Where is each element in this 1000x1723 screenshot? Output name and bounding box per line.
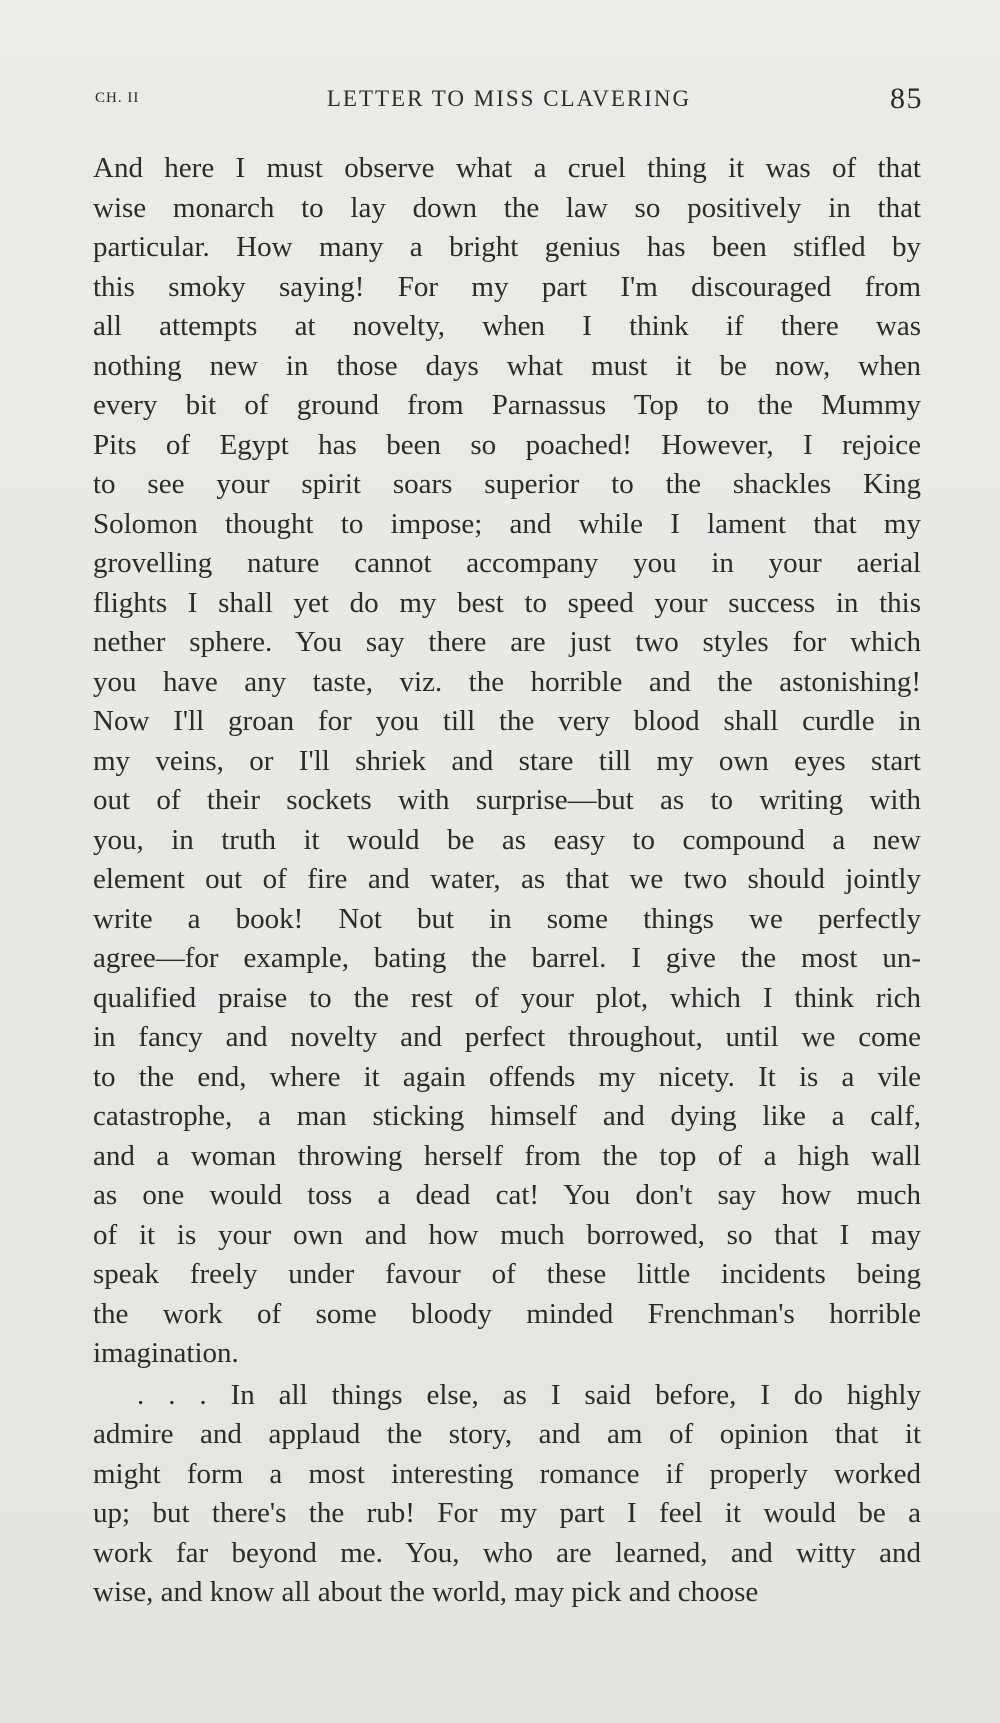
paragraph: [93, 149, 921, 1374]
text-line: flights I shall yet do my best to speed your success in this: [93, 586, 921, 619]
text-line: agree—for example, bating the barrel. I give the most un-: [93, 942, 921, 974]
text-line: all attempts at novelty, when I think if there was: [93, 310, 921, 342]
text-line: wise monarch to lay down the law so positively in that: [93, 191, 921, 224]
text-line: you have any taste, viz. the horrible and the astonishing!: [93, 665, 921, 698]
text-line: grovelling nature cannot accompany you in your aerial: [93, 547, 921, 579]
text-line: my veins, or I'll shriek and stare till my own eyes start: [93, 744, 921, 777]
text-line: work far beyond me. You, who are learned, and witty and: [93, 1536, 921, 1569]
text-line: speak freely under favour of these little incidents being: [93, 1258, 921, 1290]
text-line: in fancy and novelty and perfect throughout, until we come: [93, 1021, 921, 1053]
text-line: admire and applaud the story, and am of opinion that it: [93, 1418, 921, 1450]
text-line: nothing new in those days what must it be now, when: [93, 349, 921, 382]
text-line: qualified praise to the rest of your plot, which I think rich: [93, 981, 921, 1014]
text-line: might form a most interesting romance if properly worked: [93, 1457, 921, 1490]
running-head: [95, 82, 923, 122]
text-line: particular. How many a bright genius has been stifled by: [93, 231, 921, 263]
text-line: as one would toss a dead cat! You don't say how much: [93, 1179, 921, 1211]
text-line: you, in truth it would be as easy to compound a new: [93, 823, 921, 856]
text-line: catastrophe, a man sticking himself and dying like a calf,: [93, 1100, 921, 1132]
body-text: [93, 149, 921, 1613]
text-line: to see your spirit soars superior to the shackles King: [93, 468, 921, 500]
text-line: to the end, where it again offends my nicety. It is a vile: [93, 1060, 921, 1093]
text-line: and a woman throwing herself from the top of a high wall: [93, 1139, 921, 1172]
text-line: And here I must observe what a cruel thing it was of that: [93, 152, 921, 184]
chapter-label: CH. II: [95, 90, 140, 106]
text-line: . . . In all things else, as I said before, I do highly: [137, 1378, 921, 1411]
page-title: LETTER TO MISS CLAVERING: [326, 86, 692, 111]
paragraph: [93, 1376, 921, 1613]
text-line: Now I'll groan for you till the very blood shall curdle in: [93, 705, 921, 737]
text-line: every bit of ground from Parnassus Top to the Mummy: [93, 389, 921, 421]
text-line: this smoky saying! For my part I'm discouraged from: [93, 270, 921, 303]
text-line: out of their sockets with surprise—but as to writing with: [93, 784, 921, 816]
text-line: element out of fire and water, as that we two should jointly: [93, 863, 921, 895]
text-line: nether sphere. You say there are just two styles for which: [93, 626, 921, 658]
text-line: up; but there's the rub! For my part I feel it would be a: [93, 1497, 921, 1529]
text-line: wise, and know all about the world, may pick and choose: [93, 1576, 759, 1608]
text-line: Solomon thought to impose; and while I lament that my: [93, 507, 921, 540]
text-line: Pits of Egypt has been so poached! However, I rejoice: [93, 428, 921, 461]
page-number: 85: [890, 82, 923, 115]
text-line: write a book! Not but in some things we perfectly: [93, 902, 921, 935]
text-line: of it is your own and how much borrowed, so that I may: [93, 1218, 921, 1251]
text-line: the work of some bloody minded Frenchman's horrible: [93, 1297, 921, 1330]
text-line: imagination.: [93, 1337, 239, 1369]
